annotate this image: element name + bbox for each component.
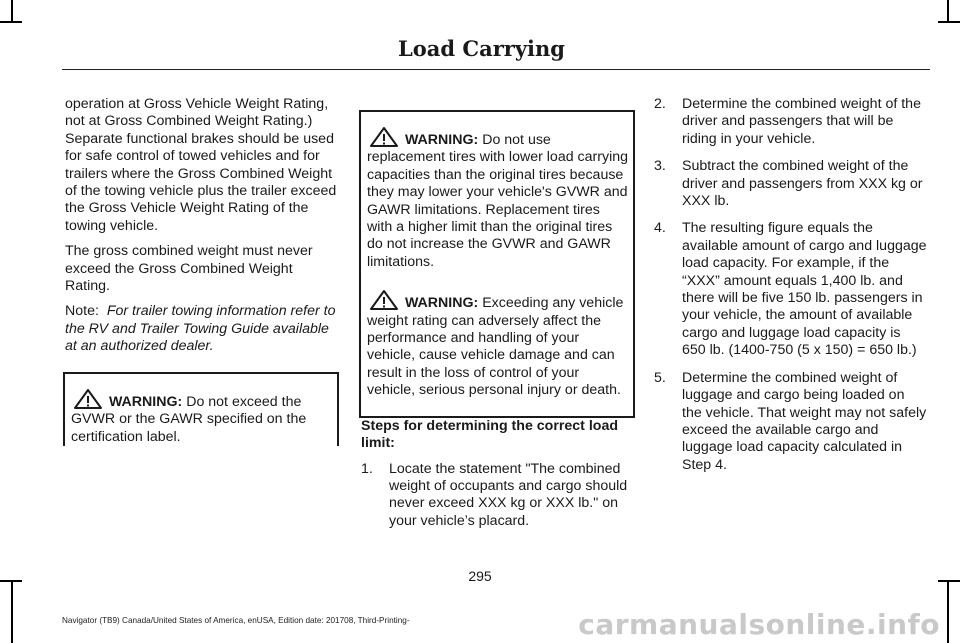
warning-label: WARNING: [404, 295, 479, 312]
warning-label: WARNING: [108, 393, 183, 410]
steps-list [361, 461, 631, 531]
warning [71, 388, 333, 446]
step-number: 3. [654, 158, 666, 175]
page-number: 295 [468, 568, 492, 584]
warning [367, 289, 629, 399]
crop-mark [11, 0, 13, 22]
edition-footer: Navigator (TB9) Canada/United States of America, enUSA, Edition date: 201708, Third-Printing- [62, 616, 410, 625]
list-item [654, 158, 928, 210]
paragraph: operation at Gross Vehicle Weight Rating, not at Gross Combined Weight Rating.) Separate functional brakes should be used for safe control of towed vehicles and for trailers where the Gross Combined Weight of the towing vehicle plus the trailer exceed the Gross Vehicle Weight Rating of the towing vehicle. [65, 96, 337, 234]
warning-triangle-icon [369, 289, 399, 311]
warning-label: WARNING: [404, 132, 479, 148]
crop-mark [0, 21, 22, 23]
section-heading: Steps for determining the correct load limit: [361, 417, 618, 452]
crop-mark [938, 21, 960, 23]
list-item [654, 220, 928, 359]
warning-triangle-icon [73, 388, 103, 410]
step-number: 4. [654, 220, 666, 237]
step-number: 5. [654, 369, 666, 386]
list-item [654, 370, 928, 474]
watermark: carmanualsonline.info [578, 608, 940, 641]
step-text: Determine the combined weight of luggage and cargo being loaded on the vehicle. That weight may not safely exceed the available cargo and luggage load capacity calculated in Step 4. [682, 369, 927, 473]
step-number: 2. [654, 96, 666, 112]
crop-mark [947, 0, 949, 22]
title-divider [62, 69, 930, 70]
column-right [654, 96, 928, 484]
column-middle [361, 96, 631, 540]
note-label: Note: [65, 303, 99, 320]
column-left [65, 96, 337, 454]
warning-box [359, 110, 635, 418]
steps-list [654, 96, 928, 474]
page-title: Load Carrying [398, 36, 565, 61]
list-item [361, 461, 631, 531]
step-text: Locate the statement "The combined weight of occupants and cargo should never exceed XXX kg or XXX lb." on your vehicle’s placard. [389, 460, 628, 529]
crop-mark [947, 580, 949, 643]
paragraph: The gross combined weight must never exceed the Gross Combined Weight Rating. [65, 243, 313, 295]
note-text: For trailer towing information refer to the RV and Trailer Towing Guide available at an authorized dealer. [65, 303, 336, 355]
crop-mark [11, 580, 13, 643]
warning-triangle-icon [369, 126, 399, 148]
step-number: 1. [361, 460, 373, 477]
warning [367, 126, 629, 271]
note [65, 303, 337, 355]
warning-text: Do not exceed the GVWR or the GAWR specified on the certification label. [71, 393, 307, 445]
warning-text: Exceeding any vehicle weight rating can adversely affect the performance and handling of your vehicle, cause vehicle damage and can result in the loss of control of your vehicle, serious personal injury or death. [367, 295, 624, 399]
list-item [654, 96, 928, 148]
step-text: Subtract the combined weight of the driver and passengers from XXX kg or XXX lb. [682, 158, 923, 210]
warning-box [63, 372, 339, 446]
warning-text: Do not use replacement tires with lower load carrying capacities than the original tires because they may lower your vehicle's GVWR and GAWR limitations. Replacement tires with a higher limit than the original tires do not increase the GVWR and GAWR limitations. [367, 132, 629, 270]
step-text: The resulting figure equals the available amount of cargo and luggage load capacity. For example, if the “XXX” amount equals 1,400 lb. and there will be five 150 lb. passengers in your vehicle, the amount of available cargo and luggage load capacity is 650 lb. (1400-750 (5 x 150) = 650 lb.) [682, 220, 927, 359]
step-text: Determine the combined weight of the driver and passengers that will be riding in your vehicle. [682, 96, 921, 147]
